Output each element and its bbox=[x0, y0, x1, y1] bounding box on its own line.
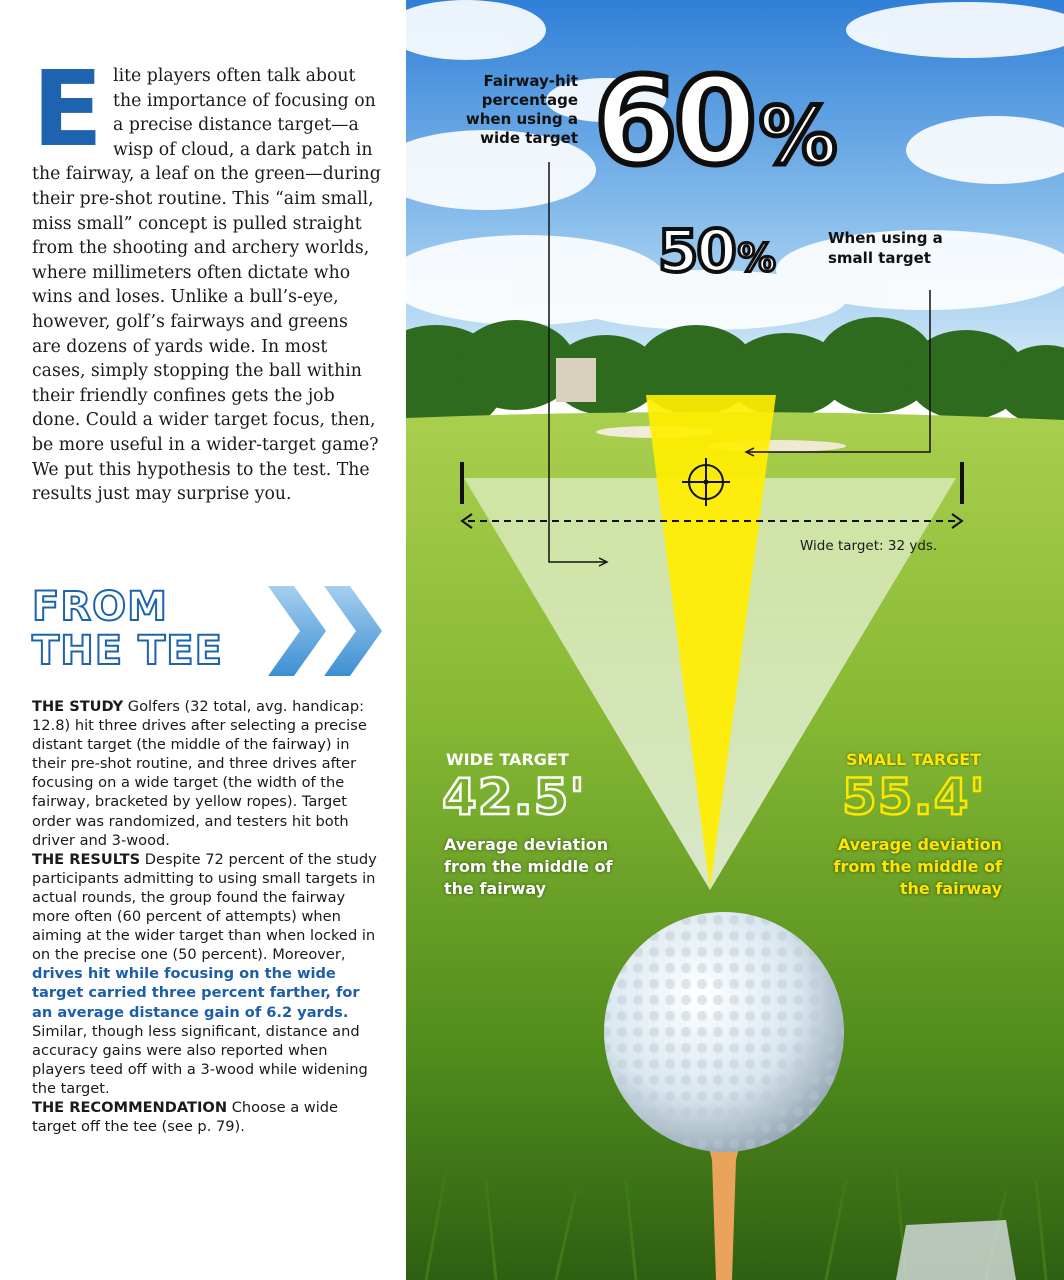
small-target-value: 55.4' bbox=[842, 768, 986, 826]
intro-text: lite players often talk about the importance of focusing on a precise distance target—a wisp of cloud, a dark patch in the fairway, a leaf on the green—during their pre-shot routine. This “aim small, miss small” concept is pulled straight from the shooting and archery worlds, where millimeters often dictate who wins and loses. Unlike a bull’s-eye, however, golf’s fairways and greens are dozens of yards wide. In most cases, simply stopping the ball within their friendly confines gets the job done. Could a wider target focus, then, be more useful in a wider-target game? We put this hypothesis to the test. The results just may surprise you. bbox=[32, 66, 381, 505]
study-text: Golfers (32 total, avg. handicap: 12.8) hit three drives after selecting a precise distant target (the middle of the fairway) in their pre-shot routine, and three drives after focusing on a wide target (the width of the fairway, bracketed by yellow ropes). Target order was randomized, and testers hit both driver and 3-wood. bbox=[32, 698, 367, 849]
study-body bbox=[32, 697, 384, 1136]
wide-target-width-label: Wide target: 32 yds. bbox=[800, 538, 938, 554]
results-label: THE RESULTS bbox=[32, 850, 141, 868]
wide-pct-sign: % bbox=[759, 92, 834, 182]
study-paragraph bbox=[32, 697, 384, 850]
section-heading-line2: THE TEE bbox=[32, 628, 223, 674]
results-text: Despite 72 percent of the study participants admitting to using small targets in actual rounds, the group found the fairway more often (60 percent of attempts) when aiming at the wider target than when locked in on the precise one (50 percent). Moreover, bbox=[32, 850, 377, 964]
drop-cap: E bbox=[32, 48, 104, 170]
small-target-percentage bbox=[658, 218, 774, 291]
recommendation-label: THE RECOMMENDATION bbox=[32, 1098, 228, 1116]
results-text-after: Similar, though less significant, distance and accuracy gains were also reported when players teed off with a 3-wood while widening the target. bbox=[32, 1022, 368, 1097]
results-paragraph bbox=[32, 850, 384, 1098]
study-label: THE STUDY bbox=[32, 698, 124, 715]
wide-pct-value: 60 bbox=[594, 53, 753, 192]
wide-target-percentage bbox=[594, 53, 834, 202]
section-heading-line1: FROM bbox=[32, 584, 168, 630]
recommendation-text: Choose a wide target off the tee (see p. 79). bbox=[32, 1098, 339, 1136]
wide-target-title: WIDE TARGET bbox=[446, 750, 569, 769]
small-pct-sign: % bbox=[737, 236, 774, 280]
fairway-hit-label: Fairway-hit percentage when using a wide target bbox=[465, 72, 578, 147]
recommendation-paragraph bbox=[32, 1098, 384, 1136]
wide-target-description: Average deviation from the middle of the fairway bbox=[444, 835, 613, 898]
small-target-description: Average deviation from the middle of the fairway bbox=[833, 835, 1002, 898]
wide-target-value: 42.5' bbox=[442, 768, 586, 826]
small-target-title: SMALL TARGET bbox=[846, 750, 982, 769]
intro-paragraph bbox=[32, 48, 382, 507]
section-heading bbox=[32, 585, 223, 673]
results-highlight: drives hit while focusing on the wide target carried three percent farther, for an average distance gain of 6.2 yards. bbox=[32, 965, 360, 1021]
small-target-label: When using a small target bbox=[828, 229, 943, 267]
small-pct-value: 50 bbox=[658, 217, 735, 285]
article-column bbox=[0, 0, 406, 1280]
chevron-arrows-icon bbox=[268, 586, 384, 676]
